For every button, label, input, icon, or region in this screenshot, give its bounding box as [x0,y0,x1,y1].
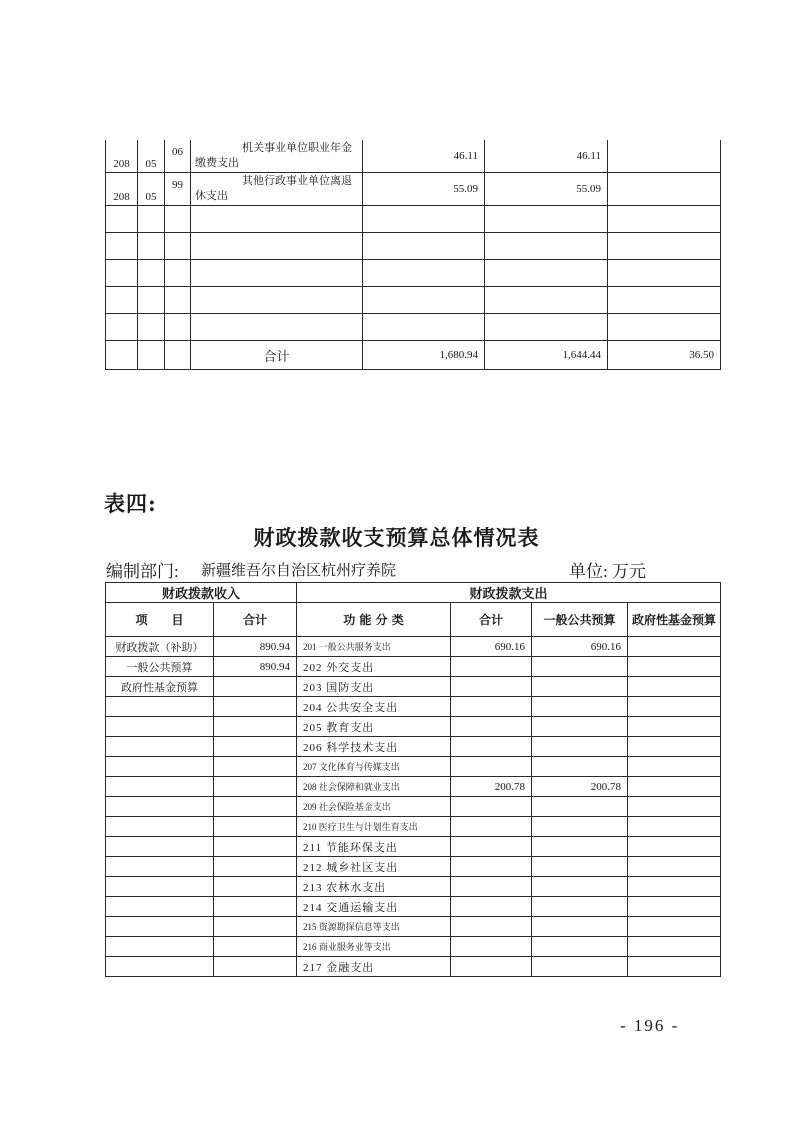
table-number-label: 表四: [104,491,157,516]
expense-total-cell [451,937,532,957]
income-item-cell [106,757,214,777]
income-total-cell [214,737,297,757]
expense-detail-table-continued [105,140,721,370]
col-header-expense-total: 合计 [451,603,532,637]
empty-cell [106,233,138,260]
fund-budget-cell [628,677,721,697]
fund-budget-cell [628,777,721,797]
item-name-cell [191,140,363,173]
income-total-cell [214,697,297,717]
expense-total-cell: 200.78 [451,777,532,797]
income-total-cell: 890.94 [214,657,297,677]
total-cell: 46.11 [363,140,485,173]
fund-budget-cell [628,797,721,817]
expense-total-cell [451,877,532,897]
expense-total-cell [451,837,532,857]
empty-cell [106,341,138,370]
empty-row [106,206,721,233]
col-header-income-total: 合计 [214,603,297,637]
empty-row [106,287,721,314]
general-budget-cell [532,817,628,837]
income-total-cell [214,817,297,837]
basic-cell: 55.09 [485,173,608,206]
income-total-cell [214,917,297,937]
table-row [106,677,721,697]
expense-total-cell [451,897,532,917]
empty-cell [106,260,138,287]
col-header-general-budget: 一般公共预算 [532,603,628,637]
empty-cell [485,287,608,314]
function-class-cell: 210 医疗卫生与计划生育支出 [297,817,451,837]
empty-cell [363,260,485,287]
general-budget-cell [532,857,628,877]
empty-cell [191,287,363,314]
general-budget-cell: 200.78 [532,777,628,797]
empty-cell [138,314,165,341]
income-total-cell [214,677,297,697]
class-code-cell: 208 [106,140,138,173]
general-budget-cell [532,697,628,717]
fund-budget-cell [628,937,721,957]
fund-budget-cell [628,837,721,857]
empty-cell [106,287,138,314]
project-cell [608,140,721,173]
empty-cell [138,206,165,233]
empty-cell [106,206,138,233]
empty-cell [191,233,363,260]
income-total-cell [214,877,297,897]
income-total-cell [214,897,297,917]
income-item-cell [106,797,214,817]
empty-cell [608,206,721,233]
page-number: - 196 - [620,1016,680,1035]
project-total-cell: 36.50 [608,341,721,370]
expense-total-cell [451,697,532,717]
table-row [106,757,721,777]
table-row [106,877,721,897]
total-label: 合计 [191,341,363,370]
table-meta [106,557,706,579]
function-class-cell: 207 文化体育与传媒支出 [297,757,451,777]
empty-cell [165,206,191,233]
item-code-cell: 99 [165,173,191,206]
empty-cell [608,260,721,287]
income-total-cell [214,837,297,857]
income-total-cell [214,937,297,957]
table-row [106,173,721,206]
income-item-cell [106,857,214,877]
table-row [106,797,721,817]
empty-cell [165,260,191,287]
expense-total-cell [451,797,532,817]
function-class-cell: 204 公共安全支出 [297,697,451,717]
empty-cell [138,260,165,287]
empty-cell [363,206,485,233]
fund-budget-cell [628,637,721,657]
function-class-cell: 203 国防支出 [297,677,451,697]
empty-cell [363,314,485,341]
total-row [106,341,721,370]
empty-cell [363,233,485,260]
fund-budget-cell [628,817,721,837]
empty-cell [191,260,363,287]
item-name-cell [191,173,363,206]
general-budget-cell [532,917,628,937]
income-total-cell: 890.94 [214,637,297,657]
grand-total-cell: 1,680.94 [363,341,485,370]
function-class-cell: 205 教育支出 [297,717,451,737]
income-item-cell [106,737,214,757]
table-row [106,897,721,917]
fund-budget-cell [628,917,721,937]
empty-cell [363,287,485,314]
empty-cell [485,260,608,287]
general-budget-cell [532,677,628,697]
function-class-cell: 201 一般公共服务支出 [297,637,451,657]
empty-cell [138,287,165,314]
item-name-line1: 机关事业单位职业年金 [242,142,352,154]
section-code-cell: 05 [138,140,165,173]
fund-budget-cell [628,857,721,877]
basic-cell: 46.11 [485,140,608,173]
empty-cell [165,314,191,341]
function-class-cell: 211 节能环保支出 [297,837,451,857]
income-total-cell [214,957,297,977]
fund-budget-cell [628,657,721,677]
general-budget-cell [532,797,628,817]
income-item-cell [106,877,214,897]
expense-total-cell [451,757,532,777]
expense-total-cell [451,857,532,877]
income-item-cell: 财政拨款（补助） [106,637,214,657]
item-name-line2: 休支出 [195,190,228,202]
empty-cell [191,314,363,341]
income-group-header: 财政拨款收入 [106,583,297,603]
empty-row [106,233,721,260]
table-row [106,717,721,737]
general-budget-cell [532,897,628,917]
empty-cell [191,206,363,233]
income-item-cell [106,957,214,977]
total-cell: 55.09 [363,173,485,206]
income-total-cell [214,777,297,797]
income-item-cell [106,777,214,797]
section-code-cell: 05 [138,173,165,206]
general-budget-cell [532,877,628,897]
income-item-cell [106,817,214,837]
income-item-cell [106,937,214,957]
general-budget-cell [532,837,628,857]
income-item-cell [106,917,214,937]
col-header-fund-budget: 政府性基金预算 [628,603,721,637]
empty-cell [138,341,165,370]
table-row [106,657,721,677]
expense-total-cell [451,917,532,937]
empty-cell [138,233,165,260]
function-class-cell: 212 城乡社区支出 [297,857,451,877]
table-title: 财政拨款收支预算总体情况表 [253,525,540,550]
empty-cell [485,233,608,260]
basic-total-cell: 1,644.44 [485,341,608,370]
table-row [106,937,721,957]
function-class-cell: 217 金融支出 [297,957,451,977]
table-row [106,957,721,977]
function-class-cell: 209 社会保险基金支出 [297,797,451,817]
empty-cell [608,314,721,341]
unit-label: 单位: 万元 [569,562,646,581]
table-row [106,817,721,837]
expense-total-cell [451,677,532,697]
fund-budget-cell [628,957,721,977]
income-total-cell [214,717,297,737]
general-budget-cell [532,757,628,777]
fund-budget-cell [628,697,721,717]
empty-row [106,260,721,287]
item-name-line1: 其他行政事业单位离退 [242,175,352,187]
general-budget-cell: 690.16 [532,637,628,657]
general-budget-cell [532,957,628,977]
table-row [106,777,721,797]
col-header-item: 项 目 [106,603,214,637]
income-item-cell: 一般公共预算 [106,657,214,677]
general-budget-cell [532,717,628,737]
dept-value: 新疆维吾尔自治区杭州疗养院 [201,563,397,579]
expense-total-cell [451,717,532,737]
empty-cell [165,233,191,260]
income-item-cell [106,837,214,857]
fund-budget-cell [628,877,721,897]
project-cell [608,173,721,206]
function-class-cell: 202 外交支出 [297,657,451,677]
income-item-cell: 政府性基金预算 [106,677,214,697]
expense-total-cell [451,957,532,977]
col-header-function: 功 能 分 类 [297,603,451,637]
class-code-cell: 208 [106,173,138,206]
income-total-cell [214,797,297,817]
function-class-cell: 208 社会保障和就业支出 [297,777,451,797]
general-budget-cell [532,737,628,757]
table-row [106,917,721,937]
function-class-cell: 214 交通运输支出 [297,897,451,917]
function-class-cell: 213 农林水支出 [297,877,451,897]
table-row [106,737,721,757]
item-name-line2: 缴费支出 [195,157,239,169]
table-row [106,857,721,877]
table-row [106,637,721,657]
empty-cell [485,206,608,233]
function-class-cell: 215 资源勘探信息等支出 [297,917,451,937]
expense-total-cell [451,657,532,677]
fiscal-appropriation-summary-table [105,582,721,977]
empty-cell [106,314,138,341]
general-budget-cell [532,657,628,677]
expense-total-cell [451,737,532,757]
income-item-cell [106,717,214,737]
empty-cell [608,287,721,314]
function-class-cell: 216 商业服务业等支出 [297,937,451,957]
item-code-cell: 06 [165,140,191,173]
empty-cell [485,314,608,341]
expense-group-header: 财政拨款支出 [297,583,721,603]
income-total-cell [214,757,297,777]
income-total-cell [214,857,297,877]
fund-budget-cell [628,897,721,917]
fund-budget-cell [628,757,721,777]
empty-cell [165,287,191,314]
table-row [106,697,721,717]
income-item-cell [106,697,214,717]
empty-row [106,314,721,341]
function-class-cell: 206 科学技术支出 [297,737,451,757]
expense-total-cell: 690.16 [451,637,532,657]
empty-cell [608,233,721,260]
fund-budget-cell [628,737,721,757]
dept-label: 编制部门: [106,562,179,581]
general-budget-cell [532,937,628,957]
expense-total-cell [451,817,532,837]
fund-budget-cell [628,717,721,737]
empty-cell [165,341,191,370]
income-item-cell [106,897,214,917]
table-row [106,140,721,173]
table-row [106,837,721,857]
